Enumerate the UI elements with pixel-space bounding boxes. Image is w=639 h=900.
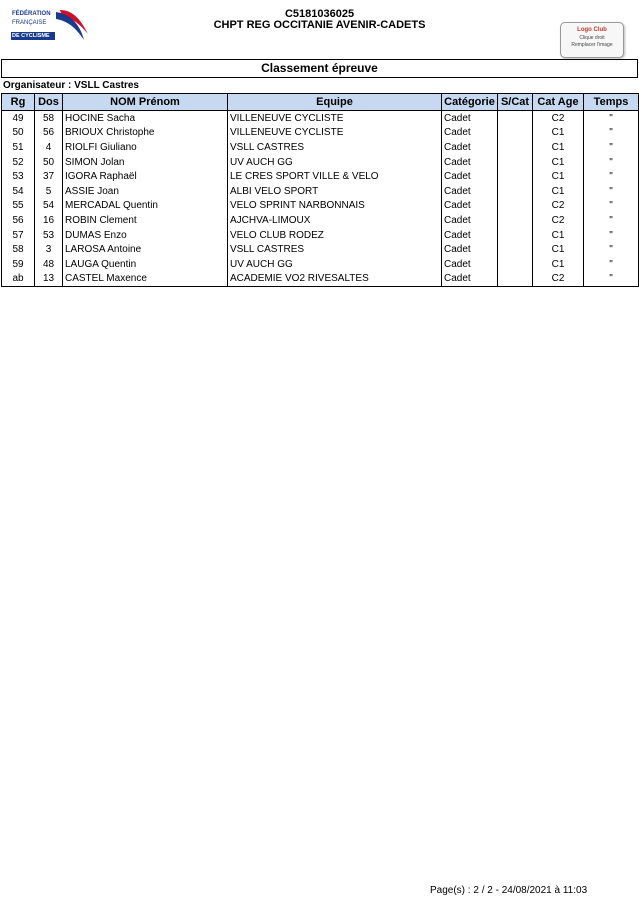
rank-cell: 52 — [2, 155, 35, 170]
team-cell: LE CRES SPORT VILLE & VELO — [228, 169, 442, 184]
time-cell: " — [584, 126, 639, 141]
ffc-logo-line1: FÉDÉRATION — [12, 11, 51, 17]
col-team: Equipe — [228, 94, 442, 111]
category-cell: Cadet — [442, 184, 498, 199]
rank-cell: 53 — [2, 169, 35, 184]
rank-cell: 59 — [2, 257, 35, 272]
table-row — [2, 272, 639, 287]
rank-cell: 57 — [2, 228, 35, 243]
name-cell: ASSIE Joan — [63, 184, 228, 199]
event-title: CHPT REG OCCITANIE AVENIR-CADETS — [213, 19, 426, 31]
category-cell: Cadet — [442, 126, 498, 141]
category-cell: Cadet — [442, 169, 498, 184]
bib-cell: 5 — [35, 184, 63, 199]
table-row — [2, 184, 639, 199]
bib-cell: 54 — [35, 199, 63, 214]
category-cell: Cadet — [442, 257, 498, 272]
age-category-cell: C1 — [533, 169, 584, 184]
team-cell: VILLENEUVE CYCLISTE — [228, 126, 442, 141]
col-age-category: Cat Age — [533, 94, 584, 111]
event-code: C5181036025 — [284, 8, 355, 20]
name-cell: CASTEL Maxence — [63, 272, 228, 287]
bib-cell: 53 — [35, 228, 63, 243]
rank-cell: 55 — [2, 199, 35, 214]
col-rank: Rg — [2, 94, 35, 111]
age-category-cell: C1 — [533, 228, 584, 243]
table-row — [2, 111, 639, 126]
time-cell: " — [584, 111, 639, 126]
team-cell: VILLENEUVE CYCLISTE — [228, 111, 442, 126]
category-cell: Cadet — [442, 111, 498, 126]
category-cell: Cadet — [442, 272, 498, 287]
team-cell: UV AUCH GG — [228, 257, 442, 272]
name-cell: BRIOUX Christophe — [63, 126, 228, 141]
name-cell: MERCADAL Quentin — [63, 199, 228, 214]
category-cell: Cadet — [442, 242, 498, 257]
age-category-cell: C1 — [533, 140, 584, 155]
age-category-cell: C1 — [533, 155, 584, 170]
age-category-cell: C1 — [533, 242, 584, 257]
table-row — [2, 257, 639, 272]
results-table — [1, 93, 639, 287]
team-cell: VELO CLUB RODEZ — [228, 228, 442, 243]
team-cell: VSLL CASTRES — [228, 242, 442, 257]
ffc-logo-line3: DE CYCLISME — [12, 33, 50, 39]
table-row — [2, 242, 639, 257]
time-cell: " — [584, 184, 639, 199]
name-cell: LAUGA Quentin — [63, 257, 228, 272]
time-cell: " — [584, 155, 639, 170]
time-cell: " — [584, 272, 639, 287]
table-row — [2, 228, 639, 243]
name-cell: IGORA Raphaël — [63, 169, 228, 184]
subcategory-cell — [498, 126, 533, 141]
ffc-logo-line2: FRANÇAISE — [12, 20, 47, 26]
name-cell: SIMON Jolan — [63, 155, 228, 170]
time-cell: " — [584, 213, 639, 228]
rank-cell: 50 — [2, 126, 35, 141]
col-category: Catégorie — [442, 94, 498, 111]
col-bib: Dos — [35, 94, 63, 111]
table-row — [2, 155, 639, 170]
category-cell: Cadet — [442, 140, 498, 155]
category-cell: Cadet — [442, 228, 498, 243]
time-cell: " — [584, 169, 639, 184]
col-name: NOM Prénom — [63, 94, 228, 111]
table-header-row — [2, 94, 639, 111]
rank-cell: 51 — [2, 140, 35, 155]
bib-cell: 50 — [35, 155, 63, 170]
subcategory-cell — [498, 199, 533, 214]
subcategory-cell — [498, 213, 533, 228]
name-cell: DUMAS Enzo — [63, 228, 228, 243]
bib-cell: 3 — [35, 242, 63, 257]
subcategory-cell — [498, 169, 533, 184]
age-category-cell: C1 — [533, 126, 584, 141]
age-category-cell: C2 — [533, 213, 584, 228]
rank-cell: 54 — [2, 184, 35, 199]
age-category-cell: C2 — [533, 111, 584, 126]
col-subcategory: S/Cat — [498, 94, 533, 111]
team-cell: UV AUCH GG — [228, 155, 442, 170]
club-logo-placeholder — [560, 22, 624, 58]
time-cell: " — [584, 199, 639, 214]
name-cell: HOCINE Sacha — [63, 111, 228, 126]
table-row — [2, 140, 639, 155]
bib-cell: 13 — [35, 272, 63, 287]
subcategory-cell — [498, 242, 533, 257]
age-category-cell: C2 — [533, 199, 584, 214]
subcategory-cell — [498, 140, 533, 155]
time-cell: " — [584, 257, 639, 272]
table-row — [2, 126, 639, 141]
organizer: Organisateur : VSLL Castres — [3, 80, 139, 91]
category-cell: Cadet — [442, 213, 498, 228]
bib-cell: 4 — [35, 140, 63, 155]
team-cell: ALBI VELO SPORT — [228, 184, 442, 199]
age-category-cell: C2 — [533, 272, 584, 287]
table-row — [2, 169, 639, 184]
name-cell: LAROSA Antoine — [63, 242, 228, 257]
subcategory-cell — [498, 155, 533, 170]
table-row — [2, 199, 639, 214]
age-category-cell: C1 — [533, 184, 584, 199]
bib-cell: 58 — [35, 111, 63, 126]
subcategory-cell — [498, 272, 533, 287]
club-logo-line1: Logo Club — [577, 27, 607, 33]
time-cell: " — [584, 242, 639, 257]
time-cell: " — [584, 228, 639, 243]
team-cell: VELO SPRINT NARBONNAIS — [228, 199, 442, 214]
category-cell: Cadet — [442, 155, 498, 170]
time-cell: " — [584, 140, 639, 155]
page-footer: Page(s) : 2 / 2 - 24/08/2021 à 11:03 — [430, 885, 588, 896]
bib-cell: 56 — [35, 126, 63, 141]
age-category-cell: C1 — [533, 257, 584, 272]
club-logo-line3: Remplacer l'image — [571, 42, 613, 48]
rank-cell: 49 — [2, 111, 35, 126]
subcategory-cell — [498, 257, 533, 272]
col-time: Temps — [584, 94, 639, 111]
bib-cell: 37 — [35, 169, 63, 184]
name-cell: RIOLFI Giuliano — [63, 140, 228, 155]
rank-cell: 58 — [2, 242, 35, 257]
name-cell: ROBIN Clement — [63, 213, 228, 228]
subcategory-cell — [498, 184, 533, 199]
team-cell: AJCHVA-LIMOUX — [228, 213, 442, 228]
rank-cell: ab — [2, 272, 35, 287]
table-row — [2, 213, 639, 228]
subcategory-cell — [498, 228, 533, 243]
bib-cell: 48 — [35, 257, 63, 272]
category-cell: Cadet — [442, 199, 498, 214]
team-cell: ACADEMIE VO2 RIVESALTES — [228, 272, 442, 287]
subcategory-cell — [498, 111, 533, 126]
club-logo-line2: Clique droit — [579, 35, 605, 41]
team-cell: VSLL CASTRES — [228, 140, 442, 155]
rank-cell: 56 — [2, 213, 35, 228]
bib-cell: 16 — [35, 213, 63, 228]
section-title: Classement épreuve — [1, 59, 638, 78]
